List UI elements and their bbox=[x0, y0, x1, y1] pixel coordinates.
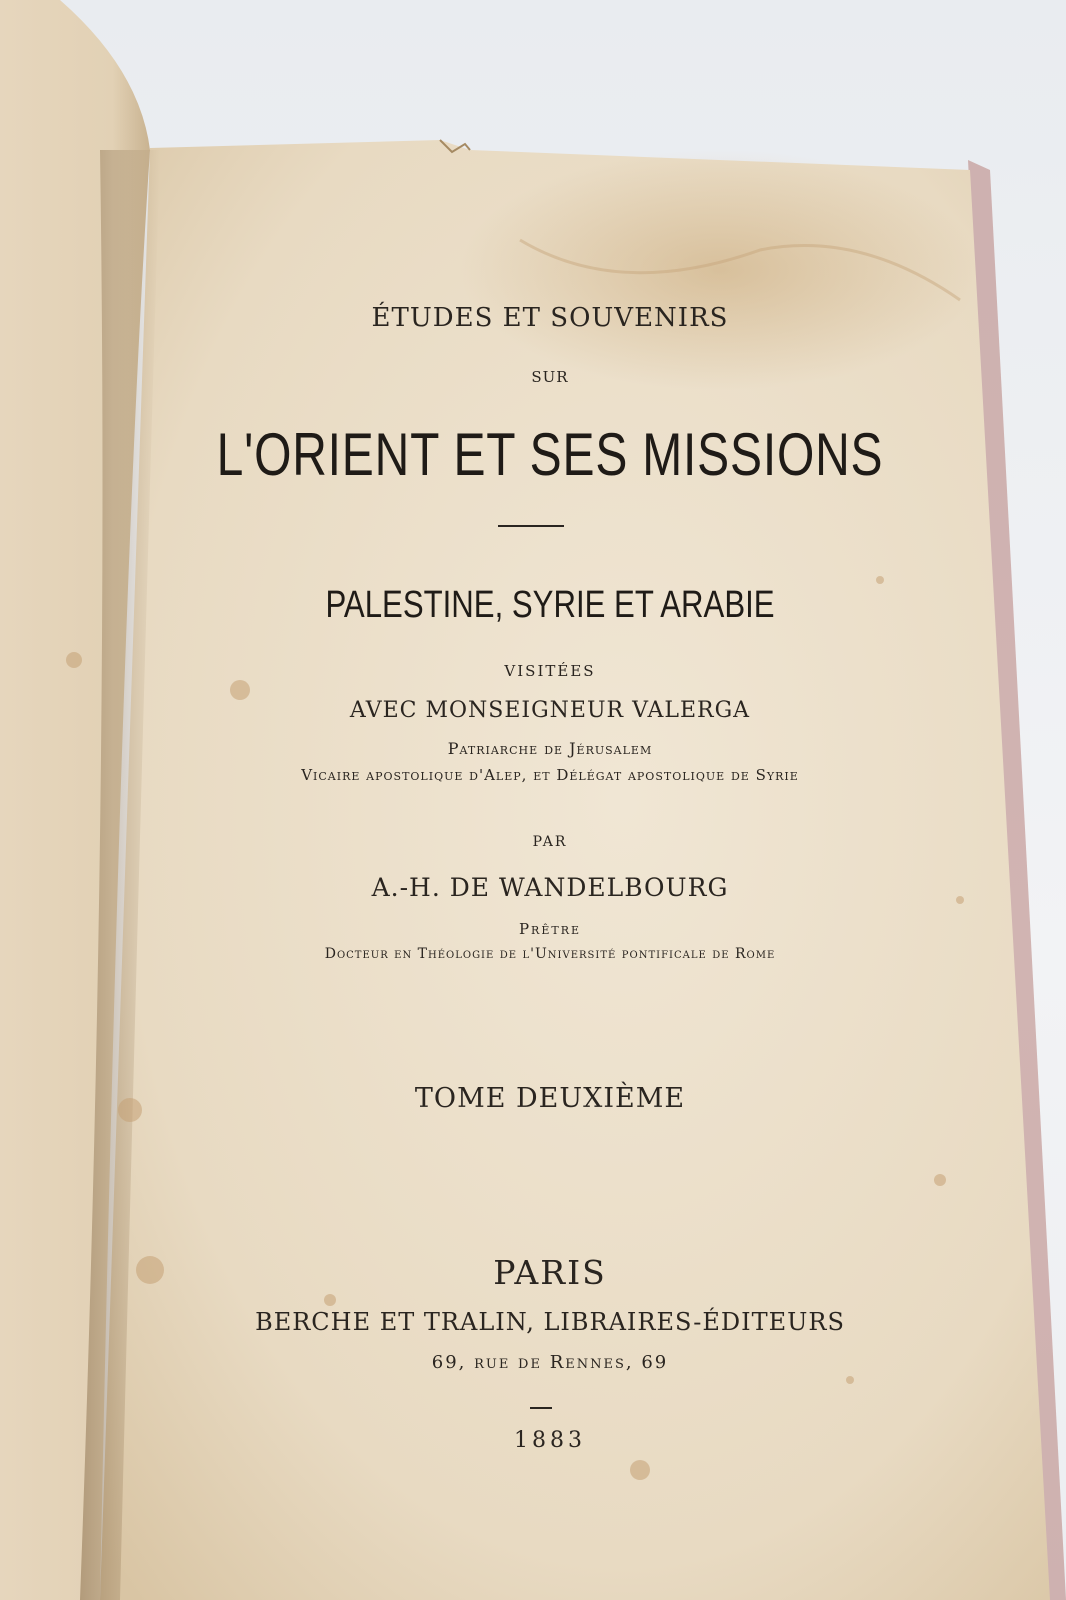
main-title: L'ORIENT ET SES MISSIONS bbox=[216, 421, 884, 488]
imprint-rule bbox=[530, 1407, 552, 1409]
subtitle: PALESTINE, SYRIE ET ARABIE bbox=[325, 584, 775, 626]
volume-label: TOME DEUXIÈME bbox=[414, 1083, 686, 1114]
publisher-name: BERCHE ET TRALIN, LIBRAIRES-ÉDITEURS bbox=[255, 1308, 845, 1336]
par-label: PAR bbox=[532, 834, 568, 850]
author-name: A.-H. DE WANDELBOURG bbox=[371, 873, 729, 902]
city-name: PARIS bbox=[493, 1253, 607, 1292]
connector-sur: SUR bbox=[531, 368, 569, 386]
patriarch-line: Patriarche de Jérusalem bbox=[447, 739, 653, 758]
companion-line: AVEC MONSEIGNEUR VALERGA bbox=[349, 698, 751, 723]
author-degree: Docteur en Théologie de l'Université pontificale de Rome bbox=[324, 946, 776, 962]
visitees-label: VISITÉES bbox=[504, 662, 596, 680]
publication-year: 1883 bbox=[514, 1428, 586, 1453]
series-title: ÉTUDES ET SOUVENIRS bbox=[371, 303, 729, 333]
author-title: Prêtre bbox=[518, 920, 582, 938]
title-rule bbox=[498, 525, 564, 527]
publisher-address: 69, rue de Rennes, 69 bbox=[431, 1352, 669, 1373]
title-page-text bbox=[120, 0, 980, 1600]
vicar-line: Vicaire apostolique d'Alep, et Délégat apostolique de Syrie bbox=[301, 766, 799, 784]
